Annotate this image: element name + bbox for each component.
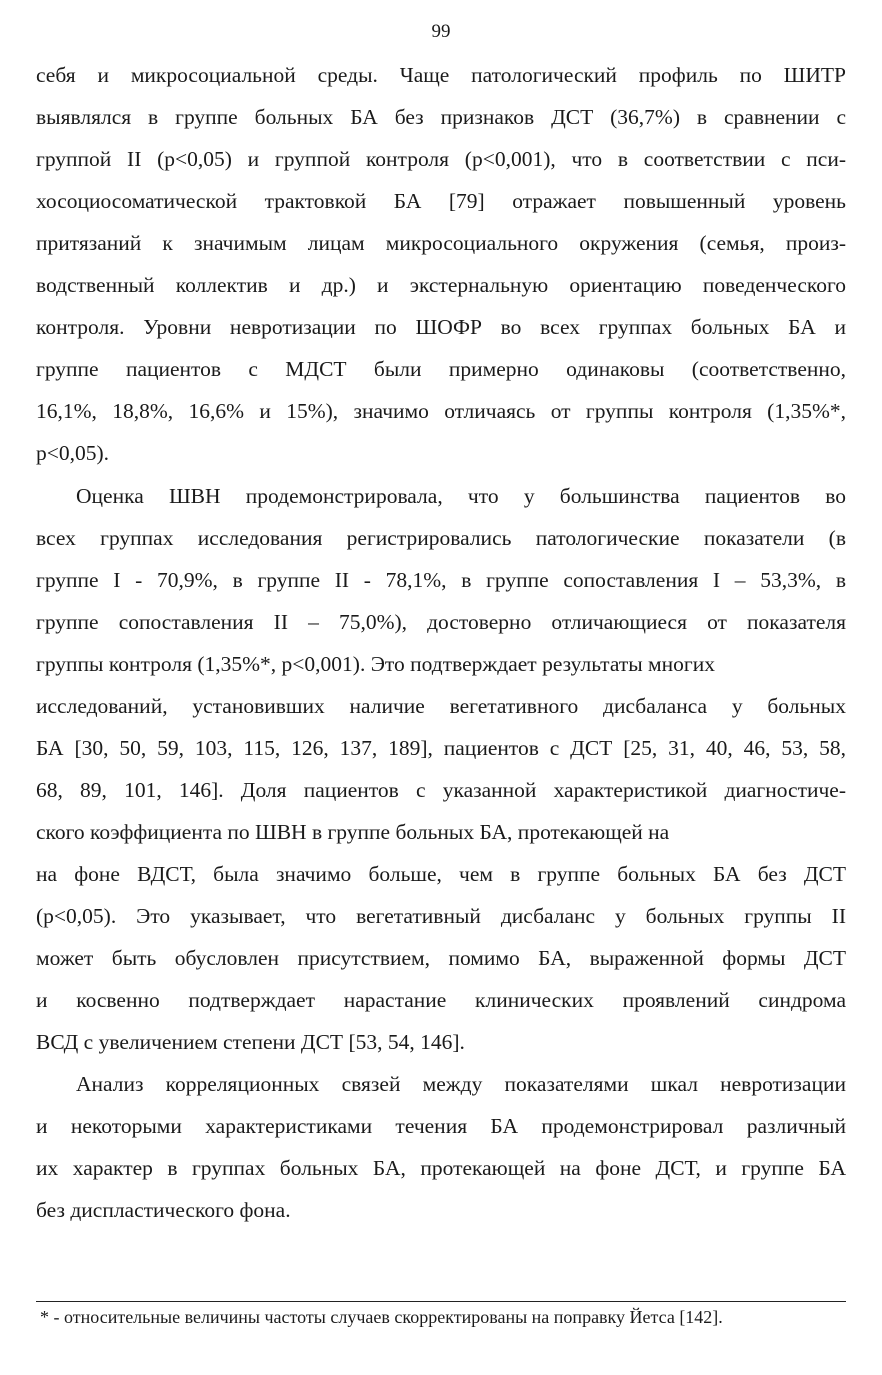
text-line: группе пациентов с МДСТ были примерно одинаковы (соответственно, bbox=[36, 357, 846, 381]
text-line: хосоциосоматической трактовкой БА [79] отражает повышенный уровень bbox=[36, 189, 846, 213]
text-line: Анализ корреляционных связей между показателями шкал невротизации bbox=[76, 1072, 846, 1096]
text-line: ВСД с увеличением степени ДСТ [53, 54, 146]. bbox=[36, 1030, 465, 1054]
text-line: водственный коллектив и др.) и экстернальную ориентацию поведенческого bbox=[36, 273, 846, 297]
text-line: себя и микросоциальной среды. Чаще патологический профиль по ШИТР bbox=[36, 63, 846, 87]
text-line: и некоторыми характеристиками течения БА продемонстрировал различный bbox=[36, 1114, 846, 1138]
text-line: контроля. Уровни невротизации по ШОФР во всех группах больных БА и bbox=[36, 315, 846, 339]
footnote: * - относительные величины частоты случаев скорректированы на поправку Йетса [142]. bbox=[40, 1307, 723, 1327]
text-line: 68, 89, 101, 146]. Доля пациентов с указанной характеристикой диагностиче- bbox=[36, 778, 846, 802]
text-line: ского коэффициента по ШВН в группе больных БА, протекающей на bbox=[36, 820, 670, 844]
footnote-divider bbox=[36, 1301, 846, 1302]
text-line: БА [30, 50, 59, 103, 115, 126, 137, 189], пациентов с ДСТ [25, 31, 40, 46, 53, 58, bbox=[36, 736, 846, 760]
text-line: может быть обусловлен присутствием, помимо БА, выраженной формы ДСТ bbox=[36, 946, 846, 970]
text-line: группе I - 70,9%, в группе II - 78,1%, в группе сопоставления I – 53,3%, в bbox=[36, 568, 846, 592]
text-line: на фоне ВДСТ, была значимо больше, чем в группе больных БА без ДСТ bbox=[36, 862, 846, 886]
text-line: Оценка ШВН продемонстрировала, что у большинства пациентов во bbox=[76, 484, 846, 508]
text-line: всех группах исследования регистрировались патологические показатели (в bbox=[36, 526, 846, 550]
text-line: выявлялся в группе больных БА без признаков ДСТ (36,7%) в сравнении с bbox=[36, 105, 846, 129]
text-line: группе сопоставления II – 75,0%), достоверно отличающиеся от показателя bbox=[36, 610, 846, 634]
text-line: их характер в группах больных БА, протекающей на фоне ДСТ, и группе БА bbox=[36, 1156, 846, 1180]
text-line: 16,1%, 18,8%, 16,6% и 15%), значимо отличаясь от группы контроля (1,35%*, bbox=[36, 399, 846, 423]
text-line: группой II (р<0,05) и группой контроля (р<0,001), что в соответствии с пси- bbox=[36, 147, 846, 171]
text-line: исследований, установивших наличие вегетативного дисбаланса у больных bbox=[36, 694, 846, 718]
text-line: притязаний к значимым лицам микросоциального окружения (семья, произ- bbox=[36, 231, 846, 255]
text-line: и косвенно подтверждает нарастание клинических проявлений синдрома bbox=[36, 988, 846, 1012]
page-number: 99 bbox=[431, 21, 451, 42]
text-line: (р<0,05). Это указывает, что вегетативный дисбаланс у больных группы II bbox=[36, 904, 846, 928]
text-line: группы контроля (1,35%*, р<0,001). Это подтверждает результаты многих bbox=[36, 652, 715, 676]
text-line: р<0,05). bbox=[36, 441, 110, 465]
text-line: без диспластического фона. bbox=[36, 1198, 291, 1222]
